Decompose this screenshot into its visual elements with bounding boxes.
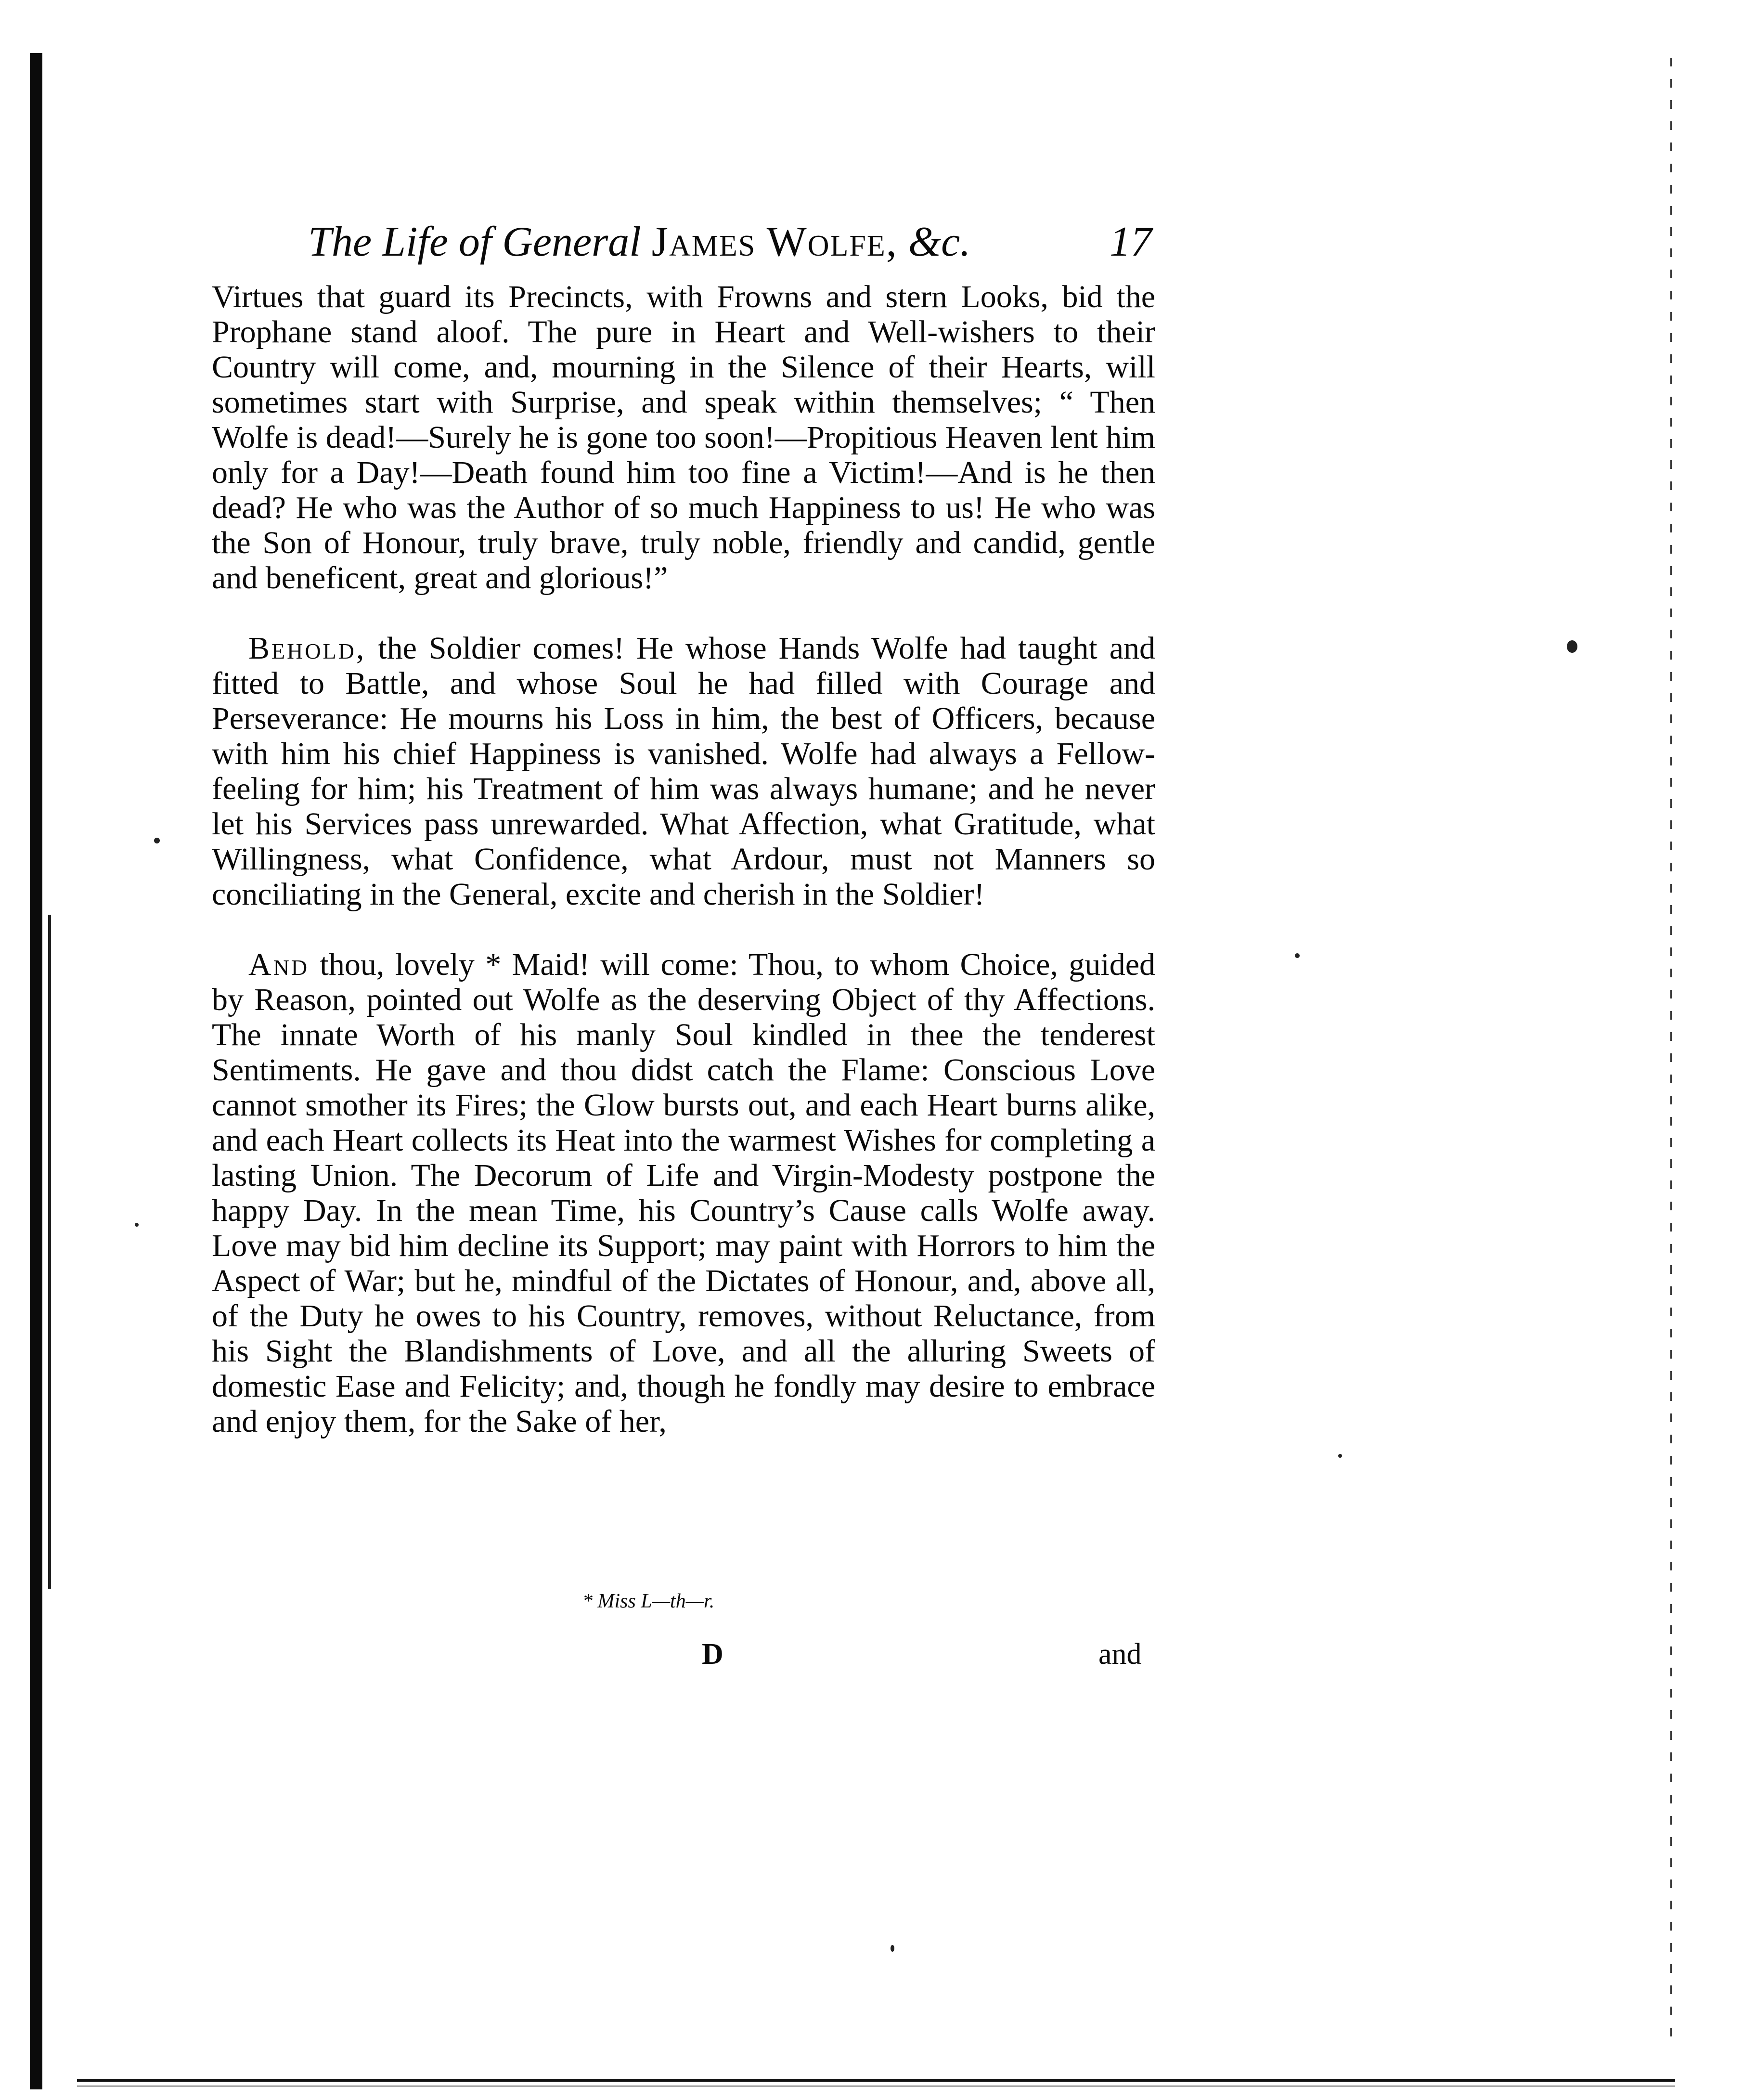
- ink-speck: [1567, 640, 1577, 653]
- paragraph-2-text: the Soldier comes! He whose Hands Wolfe had taught and fitted to Battle, and whose Soul he had filled with Courage and Perseverance: He mourns his Loss in him, the best of Officers, because with him his chief Happiness is vanished. Wolfe had always a Fellow-feeling for him; his Treatment of him was always humane; and he never let his Services pass unrewarded. What Affection, what Gratitude, what Willingness, what Confidence, what Ardour, must not Manners so conciliating in the General, excite and cherish in the Soldier!: [212, 631, 1156, 912]
- paragraph-2-lead: Behold,: [248, 631, 366, 666]
- page-edge-bottom-shadow: [77, 2086, 1675, 2087]
- binding-shadow-left: [30, 53, 42, 2089]
- ink-speck: [154, 838, 160, 843]
- footnote: * Miss L—th—r.: [582, 1590, 715, 1612]
- page-edge-right: [1670, 58, 1672, 2041]
- body-text: [212, 279, 1155, 1439]
- running-head-title: The Life of General: [308, 219, 641, 265]
- page-number: 17: [1110, 219, 1152, 265]
- paragraph-3-lead: And: [248, 947, 310, 982]
- ink-speck: [135, 1223, 139, 1227]
- ink-speck: [1338, 1454, 1342, 1458]
- signature-mark: D: [702, 1638, 723, 1671]
- paragraph-3-text: thou, lovely * Maid! will come: Thou, to whom Choice, guided by Reason, pointed out Wolfe as the deserving Object of thy Affections. The innate Worth of his manly Soul kindled in thee the tenderest Sentiments. He gave and thou didst catch the Flame: Conscious Love cannot smother its Fires; the Glow bursts out, and each Heart burns alike, and each Heart collects its Heat into the warmest Wishes for completing a lasting Union. The Decorum of Life and Virgin-Modesty postpone the happy Day. In the mean Time, his Country’s Cause calls Wolfe away. Love may bid him decline its Support; may paint with Horrors to him the Aspect of War; but he, mindful of the Dictates of Honour, and, above all, of the Duty he owes to his Country, removes, without Reluctance, from his Sight the Blandishments of Love, and all the alluring Sweets of domestic Ease and Felicity; and, though he fondly may desire to embrace and enjoy them, for the Sake of her,: [212, 947, 1155, 1439]
- paragraph-1: [212, 279, 1155, 596]
- binding-shadow-inner: [48, 915, 51, 1589]
- paragraph-3: [212, 947, 1155, 1439]
- page-edge-bottom: [77, 2079, 1675, 2082]
- ink-speck: [1295, 953, 1300, 958]
- running-head: [308, 216, 1155, 269]
- paragraph-2: [212, 631, 1155, 912]
- catchword: and: [1098, 1638, 1142, 1671]
- running-head-name: James Wolfe,: [651, 219, 898, 265]
- paragraph-1-text: Virtues that guard its Precincts, with Frowns and stern Looks, bid the Prophane stand aloof. The pure in Heart and Well-wishers to their Country will come, and, mourning in the Silence of their Hearts, will sometimes start with Surprise, and speak within themselves; “ Then Wolfe is dead!—Surely he is gone too soon!—Propitious Heaven lent him only for a Day!—Death found him too fine a Victim!—And is he then dead? He who was the Author of so much Happiness to us! He who was the Son of Honour, truly brave, truly noble, friendly and candid, gentle and beneficent, great and glorious!”: [212, 279, 1155, 596]
- ink-speck: [891, 1945, 894, 1952]
- running-head-etc: &c.: [908, 219, 971, 265]
